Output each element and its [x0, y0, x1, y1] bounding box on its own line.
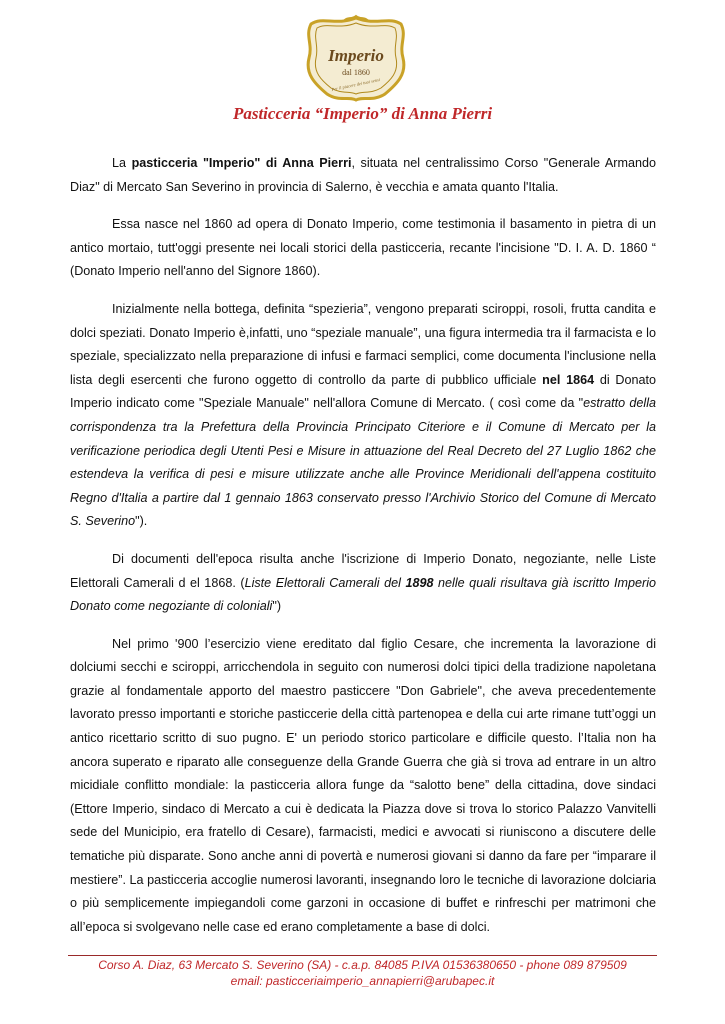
document-title: Pasticceria “Imperio” di Anna Pierri: [232, 104, 493, 123]
text-run: 1898: [405, 575, 434, 590]
logo-motto: Per il piacere dei tuoi sensi: [330, 76, 381, 93]
text-run: di Donato Imperio indicato come "Speziale Manuale" nell'allora Comune di Mercato. ( così come da ": [70, 372, 656, 411]
text-run: Liste Elettorali Camerali del: [244, 575, 406, 590]
body-paragraph: [70, 152, 656, 199]
body-paragraph: [70, 213, 656, 284]
footer: [0, 958, 725, 989]
text-run: ").: [135, 514, 148, 529]
crest-emblem: [303, 14, 409, 102]
text-run: , situata nel centralissimo Corso "Generale Armando Diaz" di Mercato San Severino in provincia di Salerno, è vecchia e amata quanto l'Italia.: [70, 156, 656, 194]
text-run: La: [112, 156, 132, 170]
text-run: estratto della corrispondenza tra la Prefettura della Provincia Principato Citeriore e il Comune di Mercato per la verificazione periodica degli Utenti Pesi e Misure in attuazione del Real Decreto del 27 Luglio 1862 che estendeva la verifica di pesi e misure utilizzate anche alle Province Meridionali dell'appena costituito Regno d'Italia a partire dal 1 gennaio 1863 conservato presso l'Archivio Storico del Comune di Mercato S. Severino: [70, 396, 657, 529]
footer-divider: [68, 955, 657, 956]
text-run: "): [272, 599, 282, 614]
body-paragraph: [70, 298, 656, 534]
text-run: nel 1864: [542, 372, 595, 387]
logo-brand: Imperio: [328, 46, 384, 65]
footer-address: Corso A. Diaz, 63 Mercato S. Severino (SA) - c.a.p. 84085 P.IVA 01536380650 - phone 089 879509: [98, 958, 627, 972]
text-run: nelle quali risultava già iscritto Imperio Donato come negoziante di coloniali: [70, 575, 656, 614]
text-run: Essa nasce nel 1860 ad opera di Donato Imperio, come testimonia il basamento in pietra di un antico mortaio, tutt'oggi presente nei locali storici della pasticceria, recante l'incisione "D. I. A. D. 1860 “ (Donato Imperio nell'anno del Signore 1860).: [70, 217, 656, 279]
text-run: Inizialmente nella bottega, definita “spezieria”, vengono preparati sciroppi, rosoli, frutta candita e dolci speziati. Donato Imperio è,infatti, uno “speziale manuale”, una figura intermedia tra il farmacista e lo speziale, specializzato nella preparazione di infusi e farmaci semplici, come documenta l'inclusione nella lista degli esercenti che furono oggetto di controllo da parte di pubblico ufficiale: [70, 301, 656, 387]
text-run: Nel primo '900 l’esercizio viene ereditato dal figlio Cesare, che incrementa la lavorazione di dolciumi secchi e sciroppi, arricchendola in seguito con numerosi dolci tipici della tradizione napoletana grazie al fondamentale apporto del maestro pasticcere "Don Gabriele", che aveva precedentemente lavorato presso importanti e storiche pasticcerie della città partenopea e della cui arte rimane tutt’oggi un antico ricettario scritto di suo pugno. E' un periodo storico particolare e difficile questo. l’Italia non ha ancora superato e riparato alle conseguenze della Grande Guerra che già si trova ad entrare in un altro micidiale conflitto mondiale: la pasticceria allora funge da “salotto bene” della cittadina, dove sindaci (Ettore Imperio, sindaco di Mercato a cui è dedicata la Piazza dove si trova lo storico Palazzo Vanvitelli sede del Municipio, era fratello di Cesare), farmacisti, medici e avvocati si riuniscono a discutere delle tematiche più disparate. Sono anche anni di povertà e numerosi giovani si danno da fare per “imparare il mestiere”. La pasticceria accoglie numerosi lavoranti, insegnando loro le tecniche di lavorazione dolciaria o più semplicemente impiegandoli come garzoni in occasione di buffet e rinfreschi per matrimoni che all’epoca si svolgevano nelle case ed erano completamente a base di dolci.: [70, 636, 656, 934]
body-paragraph: [70, 548, 656, 619]
body-text: [70, 152, 656, 953]
logo-since: dal 1860: [342, 68, 370, 77]
text-run: pasticceria "Imperio" di Anna Pierri: [131, 156, 352, 170]
text-run: Di documenti dell'epoca risulta anche l'iscrizione di Imperio Donato, negoziante, nelle Liste Elettorali Camerali d el 1868. (: [70, 551, 656, 590]
footer-email: email: pasticceriaimperio_annapierri@arubapec.it: [230, 973, 495, 988]
company-logo: [303, 14, 409, 102]
body-paragraph: [70, 633, 656, 940]
